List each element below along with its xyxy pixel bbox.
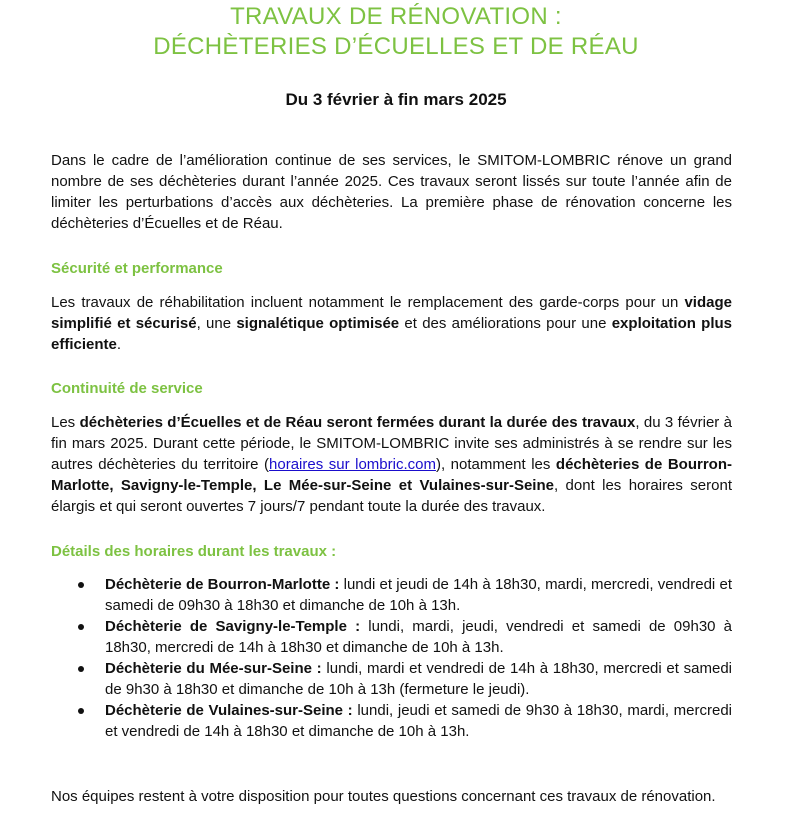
- hours-text: lundi et jeudi de 14h à 18h30, mardi, mercredi, vendredi et samedi de 09h30 à 18h30 et dimanche de 10h à 13h.: [105, 576, 732, 614]
- dechetterie-name: Déchèterie de Bourron-Marlotte :: [105, 576, 340, 593]
- dechetterie-name: Déchèterie de Vulaines-sur-Seine :: [105, 702, 353, 719]
- heading-continuite: Continuité de service: [51, 380, 203, 397]
- list-item: [51, 658, 732, 700]
- hours-text: lundi, mardi, jeudi, vendredi et samedi de 09h30 à 18h30, mercredi de 14h à 18h30 et dimanche de 10h à 13h.: [105, 618, 732, 656]
- title-line-2: DÉCHÈTERIES D’ÉCUELLES ET DE RÉAU: [153, 33, 639, 60]
- bullet-icon: [78, 708, 84, 714]
- bullet-icon: [78, 624, 84, 630]
- text-run: , dont les horaires seront élargis et qui seront ouvertes 7 jours/7 pendant toute la durée des travaux.: [51, 477, 732, 515]
- list-item: [51, 700, 732, 742]
- title-line-1: TRAVAUX DE RÉNOVATION :: [230, 3, 562, 30]
- text-run: Les travaux de réhabilitation incluent notamment le remplacement des garde-corps pour un: [51, 294, 685, 311]
- text-run: .: [116, 336, 122, 353]
- hours-text: lundi, mardi et vendredi de 14h à 18h30, mercredi et samedi de 9h30 à 18h30 et dimanche de 10h à 13h (fermeture le jeudi).: [105, 660, 733, 698]
- date-subtitle: Du 3 février à fin mars 2025: [285, 90, 507, 109]
- hours-list: [51, 574, 732, 742]
- bullet-icon: [78, 582, 84, 588]
- bold-run: déchèteries d’Écuelles et de Réau seront fermées durant la durée des travaux: [79, 414, 636, 431]
- text-run: et des améliorations pour une: [399, 315, 612, 332]
- dechetterie-name: Déchèterie du Mée-sur-Seine :: [105, 660, 322, 677]
- text-run: , une: [196, 315, 237, 332]
- intro-paragraph: Dans le cadre de l’amélioration continue de ses services, le SMITOM-LOMBRIC rénove un grand nombre de ses déchèteries durant l’année 2025. Ces travaux seront lissés sur toute l’année afin de limiter les perturbations d’accès aux déchèteries. La première phase de rénovation concerne les déchèteries d’Écuelles et de Réau.: [51, 152, 732, 232]
- closing-paragraph: Nos équipes restent à votre disposition pour toutes questions concernant ces travaux de rénovation.: [51, 788, 716, 805]
- continuite-paragraph: [51, 412, 732, 517]
- heading-horaires: Détails des horaires durant les travaux :: [51, 543, 337, 560]
- securite-paragraph: [51, 292, 732, 355]
- heading-securite: Sécurité et performance: [51, 260, 223, 277]
- bold-run: signalétique optimisée: [236, 315, 400, 332]
- document-title: [0, 2, 792, 62]
- list-item: [51, 574, 732, 616]
- text-run: ), notamment les: [435, 456, 556, 473]
- dechetterie-name: Déchèterie de Savigny-le-Temple :: [105, 618, 361, 635]
- hours-text: lundi, jeudi et samedi de 9h30 à 18h30, mardi, mercredi et vendredi de 14h à 18h30 et dimanche de 10h à 13h.: [105, 702, 733, 740]
- list-item: [51, 616, 732, 658]
- bold-run: vidage simplifié et sécurisé: [51, 294, 732, 332]
- horaires-link[interactable]: horaires sur lombric.com: [269, 456, 436, 473]
- bold-run: exploitation plus efficiente: [51, 315, 732, 353]
- bullet-icon: [78, 666, 84, 672]
- bold-run: déchèteries de Bourron-Marlotte, Savigny-le-Temple, Le Mée-sur-Seine et Vulaines-sur-Seine: [51, 456, 732, 494]
- text-run: Les: [51, 414, 80, 431]
- text-run: , du 3 février à fin mars 2025. Durant cette période, le SMITOM-LOMBRIC invite ses administrés à se rendre sur les autres déchèteries du territoire (: [51, 414, 732, 473]
